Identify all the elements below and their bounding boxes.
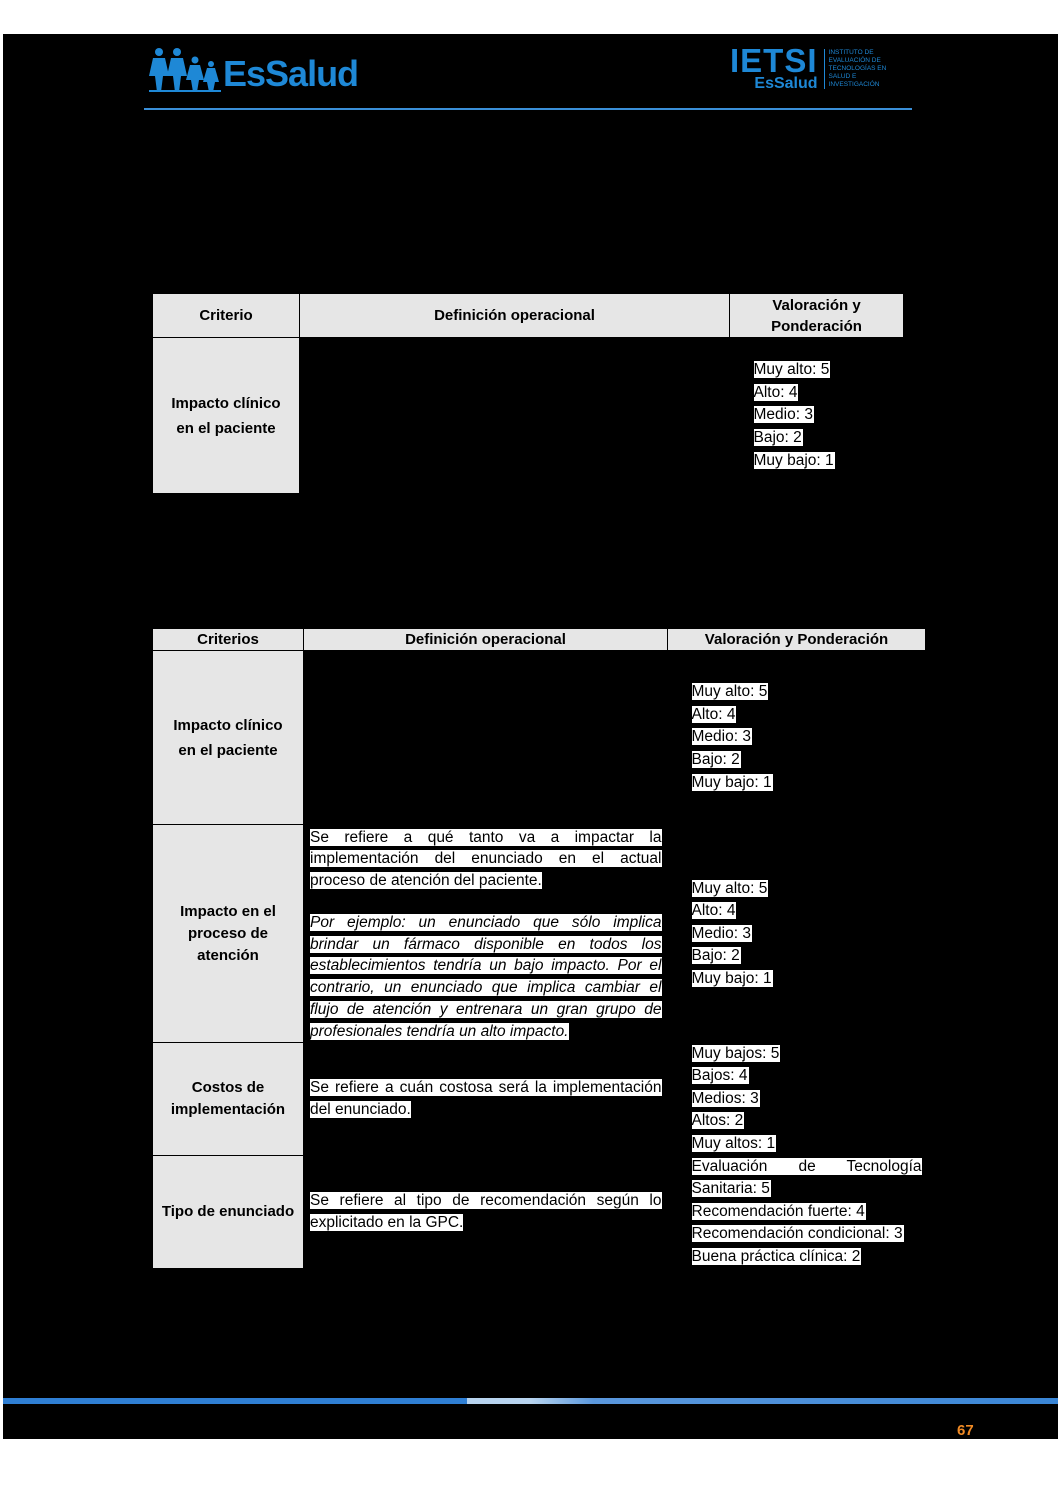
values-cell [730, 338, 904, 494]
value-item: Muy alto: 5 [691, 683, 768, 701]
table-row [153, 825, 926, 1043]
values-cell [668, 1043, 926, 1156]
value-item: Bajo: 2 [691, 751, 740, 769]
criterion-label: Impacto clínico en el paciente [173, 716, 283, 759]
values-cell [668, 825, 926, 1043]
value-item: Alto: 4 [691, 705, 736, 723]
value-item: Muy bajo: 1 [691, 773, 772, 791]
values-cell [668, 1156, 926, 1269]
column-header: Definición operacional [304, 629, 668, 651]
table-row [153, 1043, 926, 1156]
column-header: Criterio [153, 294, 300, 338]
ietsi-logo [730, 42, 899, 92]
definition-cell [304, 1156, 668, 1269]
column-header: Valoración y Ponderación [730, 294, 904, 338]
table-header-row [153, 294, 904, 338]
essalud-logo [149, 44, 358, 94]
criterion-cell [153, 338, 300, 494]
criterion-label: Impacto en el proceso de atención [180, 902, 276, 964]
footer-color-bar [3, 1398, 1058, 1404]
criteria-table-1 [152, 293, 904, 494]
definition-text: Se refiere a qué tanto va a impactar la implementación del enunciado en el actual proceso de atención del paciente. [310, 828, 662, 890]
value-item: Bajo: 2 [753, 429, 802, 447]
essalud-logo-text: EsSalud [223, 53, 359, 94]
definition-cell [304, 825, 668, 1043]
column-header: Valoración y Ponderación [668, 629, 926, 651]
criterion-cell [153, 651, 304, 825]
criterion-label: Impacto clínico en el paciente [171, 394, 281, 437]
value-item: Bajo: 2 [691, 947, 740, 965]
ietsi-logo-sub: EsSalud [754, 75, 818, 92]
value-item: Buena práctica clínica: 2 [691, 1248, 861, 1266]
value-item: Recomendación fuerte: 4 [691, 1202, 865, 1220]
definition-cell [304, 1043, 668, 1156]
value-item: Recomendación condicional: 3 [691, 1225, 903, 1243]
table-row [153, 651, 926, 825]
value-item: Evaluación de Tecnología Sanitaria: 5 [691, 1157, 922, 1198]
table-row [153, 1156, 926, 1269]
column-header: Criterios [153, 629, 304, 651]
value-item: Muy bajo: 1 [753, 451, 834, 469]
definition-text: Se refiere al tipo de recomendación según lo explicitado en la GPC. [310, 1192, 662, 1232]
value-item: Medio: 3 [691, 924, 751, 942]
ietsi-logo-title: IETSI [730, 42, 818, 79]
value-item: Alto: 4 [753, 383, 798, 401]
definition-cell [300, 338, 730, 494]
value-item: Muy bajo: 1 [691, 969, 772, 987]
criterion-label: Costos de implementación [170, 1079, 286, 1119]
criteria-table-2 [152, 628, 926, 1269]
criterion-label: Tipo de enunciado [161, 1203, 295, 1221]
family-figures-icon [149, 46, 221, 94]
value-item: Muy bajos: 5 [691, 1044, 780, 1062]
value-item: Medio: 3 [753, 406, 813, 424]
definition-cell [304, 651, 668, 825]
definition-example: Por ejemplo: un enunciado que sólo implica brindar un fármaco disponible en todos los establecimientos tendría un bajo impacto. Por el contrario, un enunciado que implica cambiar el flujo de atención y entrenara un gran grupo de profesionales tendría un alto impacto. [310, 913, 662, 1040]
ietsi-logo-description: INSTITUTO DE EVALUACIÓN DE TECNOLOGÍAS EN SALUD E INVESTIGACIÓN [824, 49, 899, 89]
column-header: Definición operacional [300, 294, 730, 338]
value-item: Muy alto: 5 [753, 361, 830, 379]
values-cell [668, 651, 926, 825]
document-page [3, 34, 1058, 1439]
criterion-cell [153, 825, 304, 1043]
value-item: Bajos: 4 [691, 1067, 748, 1085]
value-item: Muy altos: 1 [691, 1135, 776, 1153]
value-item: Alto: 4 [691, 902, 736, 920]
value-item: Medio: 3 [691, 728, 751, 746]
definition-text: Se refiere a cuán costosa será la implementación del enunciado. [310, 1079, 662, 1119]
table-row [153, 338, 904, 494]
page-number: 67 [957, 1422, 974, 1439]
criterion-cell [153, 1043, 304, 1156]
value-item: Muy alto: 5 [691, 879, 768, 897]
value-item: Medios: 3 [691, 1089, 759, 1107]
criterion-cell [153, 1156, 304, 1269]
header-divider [144, 108, 912, 110]
table-header-row [153, 629, 926, 651]
value-item: Altos: 2 [691, 1112, 744, 1130]
